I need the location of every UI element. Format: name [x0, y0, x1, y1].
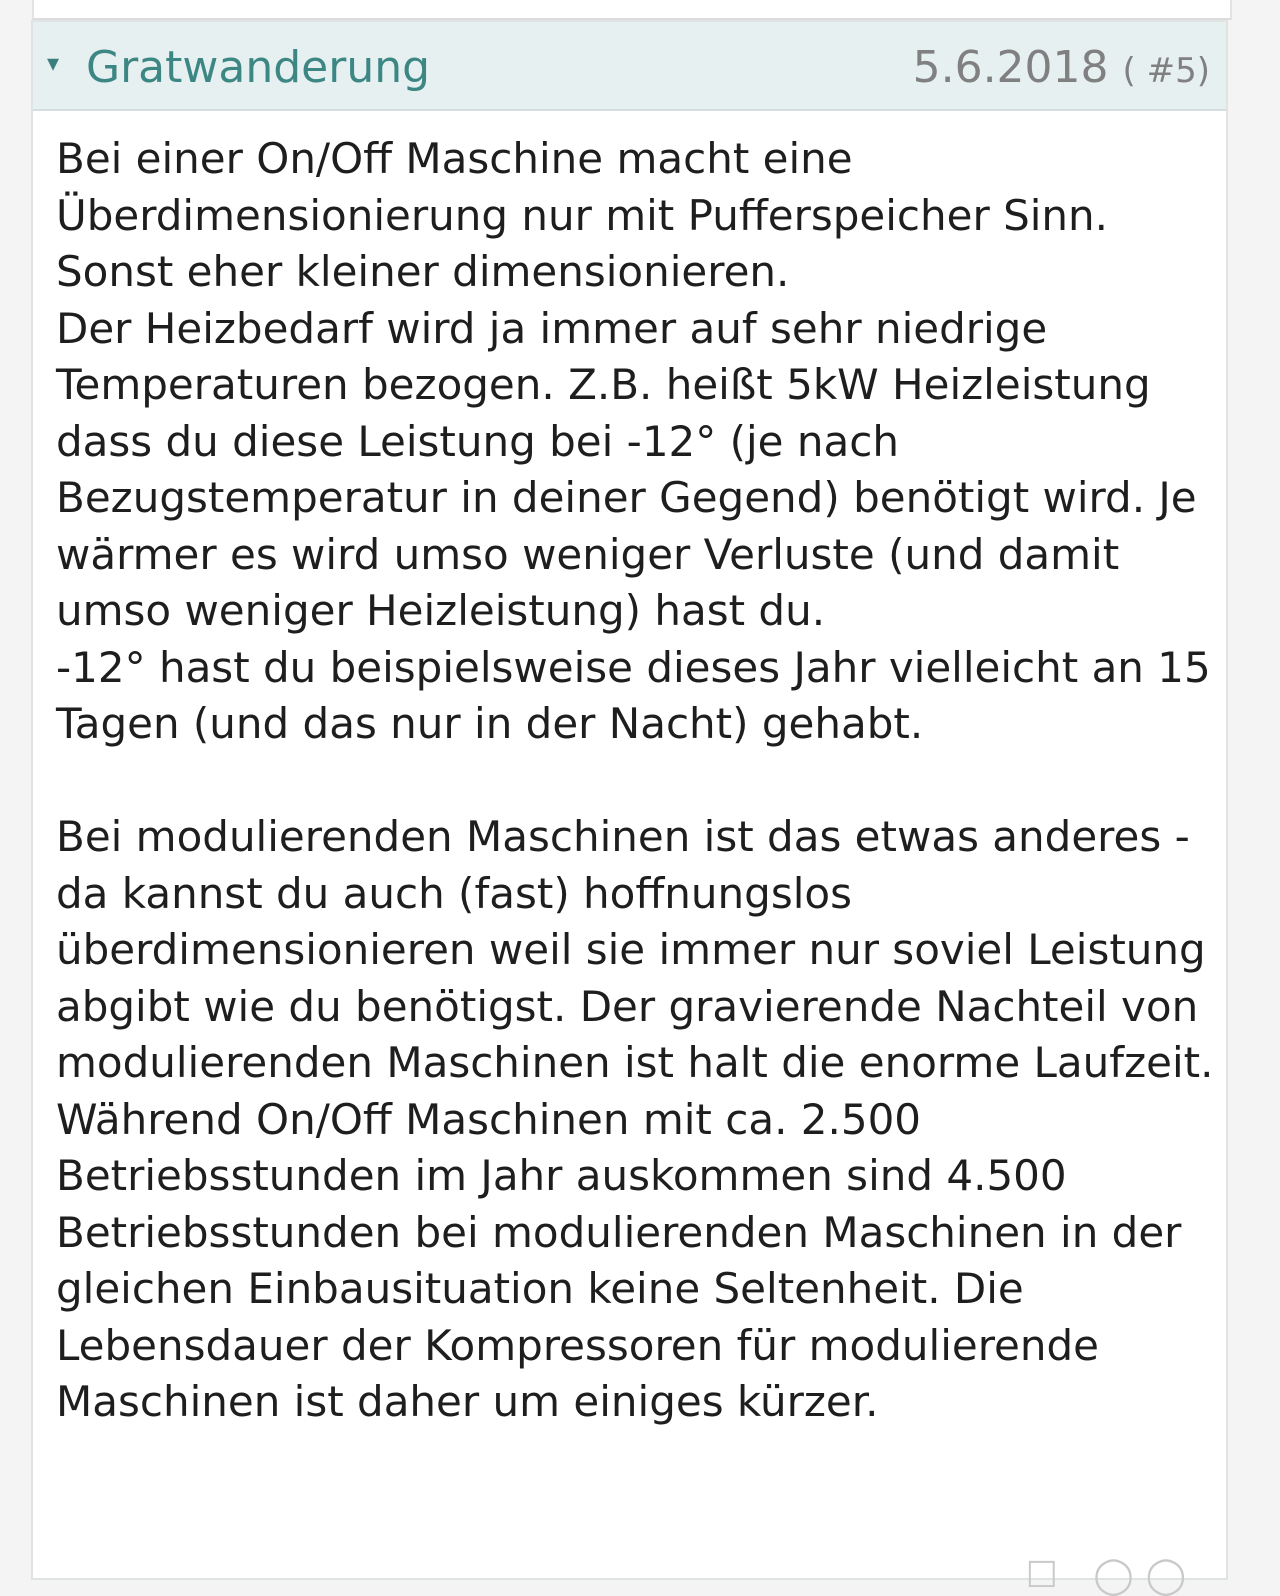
- post-paragraph: Bei modulierenden Maschinen ist das etwas anderes - da kannst du auch (fast) hoffnungslos überdimensionieren weil sie immer nur soviel Leistung abgibt wie du benötigst. Der gravierende Nachteil von modulierenden Maschinen ist halt die enorme Laufzeit. Während On/Off Maschinen mit ca. 2.500 Betriebsstunden im Jahr auskommen sind 4.500 Betriebsstunden bei modulierenden Maschinen in der gleichen Einbausituation keine Seltenheit. Die Lebensdauer der Kompressoren für modulierende Maschinen ist daher um einiges kürzer.: [56, 812, 1214, 1426]
- post-action-icons[interactable]: ☐ ◯◯: [1025, 1555, 1198, 1596]
- post-paragraph: Sonst eher kleiner dimensionieren.: [56, 247, 790, 296]
- forum-post: [31, 20, 1228, 1596]
- post-meta: [913, 42, 1210, 95]
- post-body: [56, 131, 1216, 1431]
- post-paragraph: Bei einer On/Off Maschine macht eine Überdimensionierung nur mit Pufferspeicher Sinn.: [56, 134, 1109, 240]
- previous-post-edge: [32, 0, 1232, 20]
- post-paragraph: Der Heizbedarf wird ja immer auf sehr niedrige Temperaturen bezogen. Z.B. heißt 5kW Heizleistung dass du diese Leistung bei -12° (je nach Bezugstemperatur in deiner Gegend) benötigt wird. Je wärmer es wird umso weniger Verluste (und damit umso weniger Heizleistung) hast du.: [56, 303, 1197, 635]
- post-number-link[interactable]: ( #5): [1122, 51, 1210, 91]
- post-date: 5.6.2018: [912, 42, 1109, 93]
- collapse-toggle-icon[interactable]: ▾: [47, 49, 60, 77]
- post-header[interactable]: [33, 22, 1226, 111]
- post-author[interactable]: Gratwanderung: [86, 42, 431, 93]
- post-paragraph: -12° hast du beispielsweise dieses Jahr vielleicht an 15 Tagen (und das nur in der Nacht) gehabt.: [56, 642, 1211, 748]
